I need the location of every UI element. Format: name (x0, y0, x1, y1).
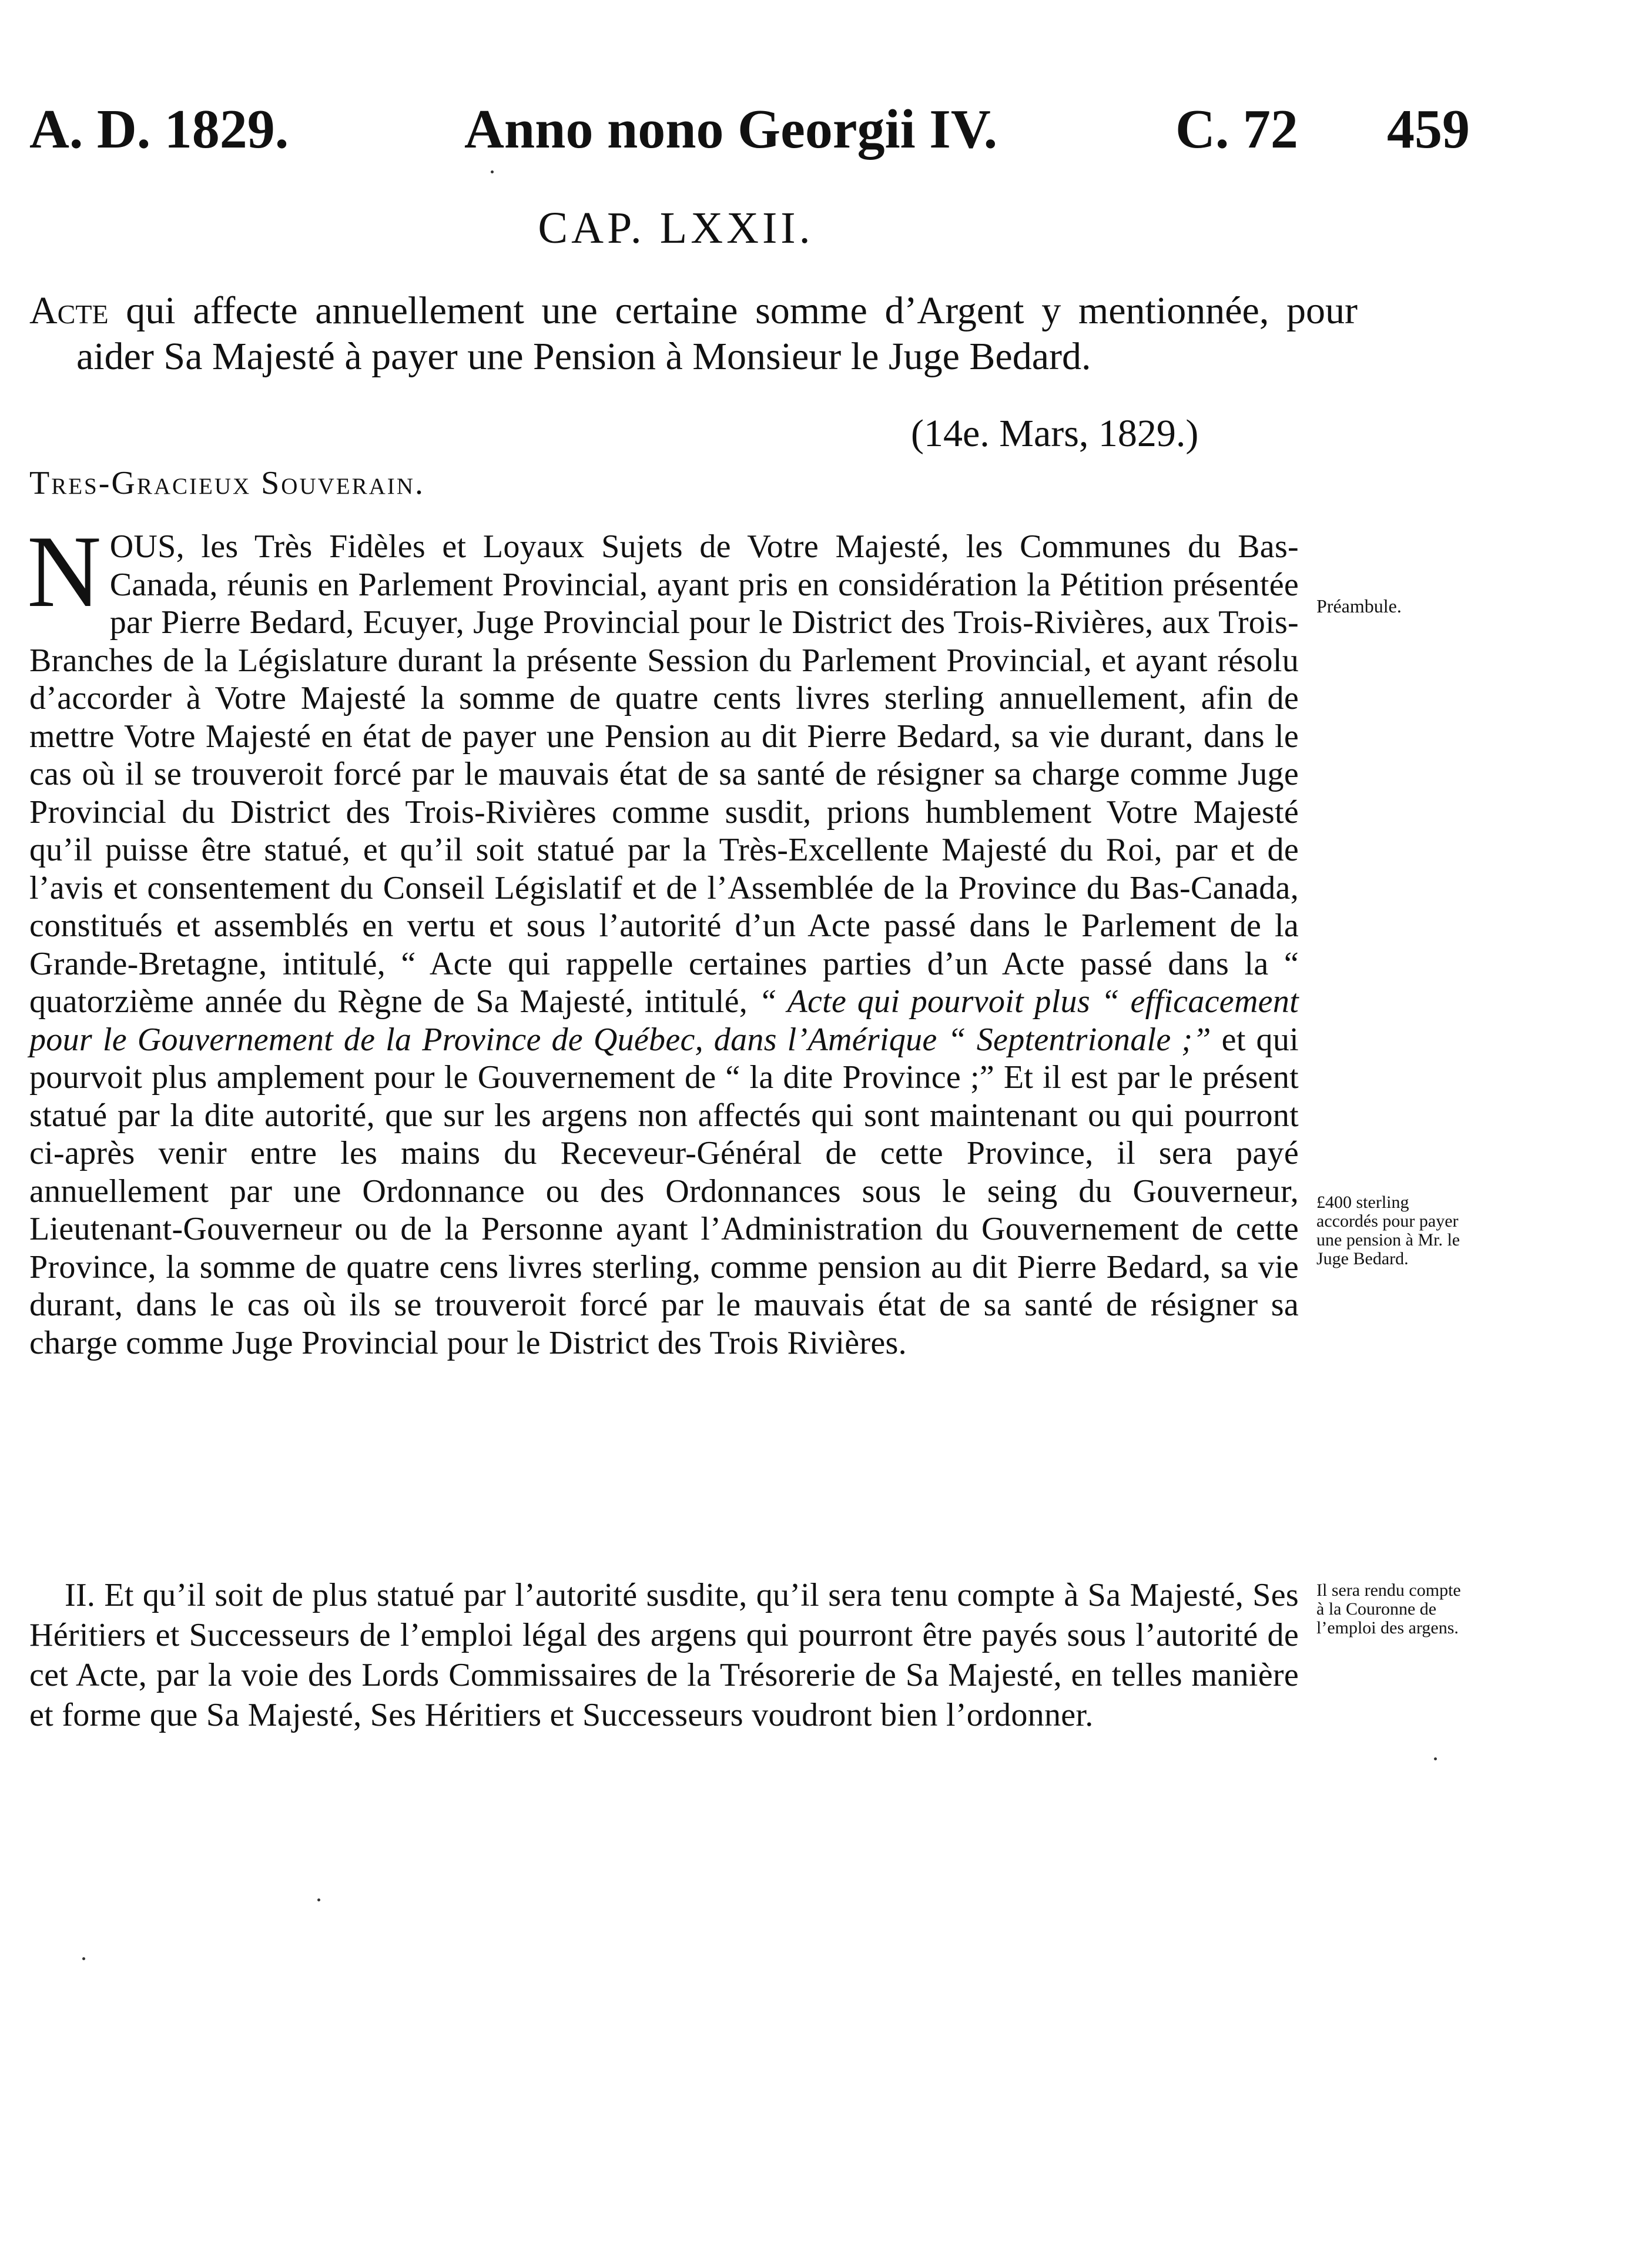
drop-cap: N (27, 514, 102, 628)
paragraph-preamble (27, 514, 1299, 1362)
act-title (29, 288, 1358, 380)
print-speck (491, 170, 494, 173)
print-speck (1434, 1757, 1437, 1760)
chapter-heading: CAP. LXXII. (538, 203, 814, 253)
salutation: Tres-Gracieux Souverain. (29, 465, 425, 501)
act-title-text: qui affecte annuellement une certaine somme d’Argent y mentionnée, pour aider Sa Majesté à payer une Pension à Monsieur le Juge Bedard. (76, 289, 1358, 378)
act-title-lead: Acte (29, 289, 109, 332)
paragraph-preamble-text: OUS, les Très Fidèles et Loyaux Sujets de Votre Majesté, les Communes du Bas-Canada, réunis en Parlement Provincial, ayant pris en considération la Pétition présentée par Pierre Bedard, Ecuyer, Juge Provincial pour le District des Trois-Rivières, aux Trois-Branches de la Législature durant la présente Session du Parlement Provincial, et ayant résolu d’accorder à Votre Majesté la somme de quatre cents livres sterling annuellement, afin de mettre Votre Majesté en état de payer une Pension au dit Pierre Bedard, sa vie durant, dans le cas où il se trouveroit forcé par le mauvais état de sa santé de résigner sa charge comme Juge Provincial du District des Trois-Rivières comme susdit, prions humblement Votre Majesté qu’il puisse être statué, et qu’il soit statué par la Très-Excellente Majesté du Roi, par et de l’avis et consentement du Conseil Législatif et de l’Assemblée de la Province du Bas-Canada, constitués et assemblés en vertu et sous l’autorité d’un Acte passé dans le Parlement de la Grande-Bretagne, intitulé, “ Acte qui rappelle certaines parties d’un Acte passé dans la “ quatorzième année du Règne de Sa Majesté, intitulé, (29, 528, 1299, 1020)
paragraph-section-2: II. Et qu’il soit de plus statué par l’autorité susdite, qu’il sera tenu compte à Sa Majesté, Ses Héritiers et Successeurs de l’emploi légal des argens qui pourront être payés sous l’autorité de cet Acte, par la voie des Lords Commissaires de la Trésorerie de Sa Majesté, en telles manière et forme que Sa Majesté, Ses Héritiers et Successeurs voudront bien l’ordonner. (29, 1577, 1299, 1733)
header-chapter: C. 72 (1175, 99, 1298, 160)
header-reign: Anno nono Georgii IV. (464, 99, 998, 160)
margin-note-preamble: Préambule. (1316, 595, 1402, 617)
margin-note-account: Il sera rendu compte à la Couronne de l’emploi des argens. (1316, 1580, 1461, 1638)
paragraph-preamble-italic: “ Acte qui pourvoit plus “ efficacement pour le Gouvernement de la Province de Québec, dans l’Amérique “ Septentrionale ;” (29, 983, 1299, 1058)
paragraph-preamble-text-2: et qui pourvoit plus amplement pour le Gouvernement de “ la dite Province ;” Et il est par le présent statué par la dite autorité, que sur les argens non affectés qui sont maintenant ou qui pourront ci-après venir entre les mains du Receveur-Général de cette Province, il sera payé annuellement par une Ordonnance ou des Ordonnances sous le seing du Gouverneur, Lieutenant-Gouverneur ou de la Personne ayant l’Administration du Gouvernement de cette Province, la somme de quatre cens livres sterling, comme pension au dit Pierre Bedard, sa vie durant, dans le cas où ils se trouveroit forcé par le mauvais état de sa santé de résigner sa charge comme Juge Provincial pour le District des Trois Rivières. (29, 1021, 1299, 1361)
header-year: A. D. 1829. (29, 99, 289, 160)
running-header (29, 94, 1475, 165)
print-speck (82, 1957, 85, 1960)
page-number: 459 (1387, 99, 1470, 160)
act-date: (14e. Mars, 1829.) (911, 412, 1199, 455)
margin-note-pension: £400 sterling accordés pour payer une pension à Mr. le Juge Bedard. (1316, 1193, 1460, 1268)
print-speck (317, 1898, 320, 1901)
